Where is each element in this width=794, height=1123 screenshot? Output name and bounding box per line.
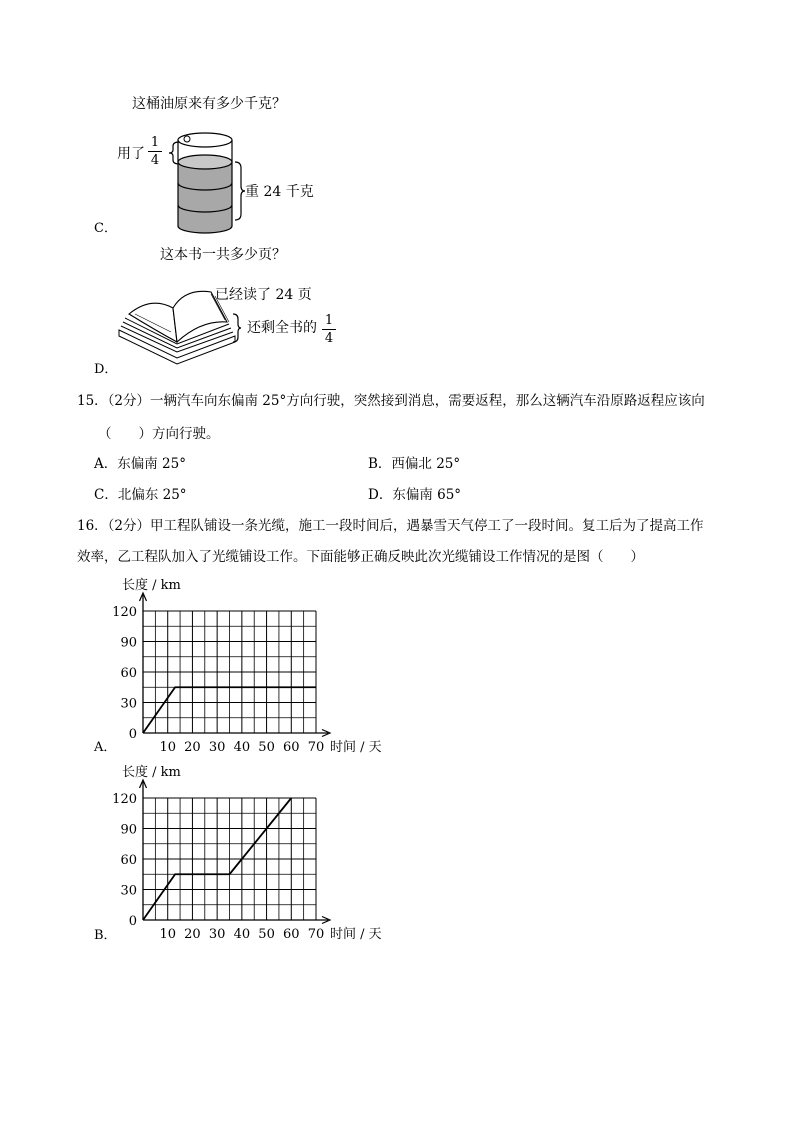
book-question: 这本书一共多少页？ xyxy=(160,247,286,263)
x-tick-label: 60 xyxy=(283,740,300,753)
y-axis-label: 长度 / km xyxy=(122,765,181,780)
q16-stem-line1: 16．（2分）甲工程队铺设一条光缆，施工一段时间后，遇暴雪天气停工了一段时间。复工后为了提高工作 xyxy=(77,518,704,534)
x-tick-label: 30 xyxy=(208,740,226,753)
y-tick-label: 120 xyxy=(112,792,137,807)
x-tick-label: 20 xyxy=(184,927,201,940)
q16-stem-line2: 效率，乙工程队加入了光缆铺设工作。下面能够正确反映此次光缆铺设工作情况的是图（ ） xyxy=(77,549,644,565)
line-chart-a xyxy=(110,573,410,753)
fraction-denominator: 4 xyxy=(324,331,334,346)
x-tick-label: 70 xyxy=(307,927,325,940)
y-tick-label: 60 xyxy=(120,666,137,681)
book-remain-label: 还剩全书的 xyxy=(247,320,317,336)
q15-option-b[interactable]: B．西偏北 25° xyxy=(368,456,461,472)
x-axis-label: 时间 / 天 xyxy=(330,740,382,753)
book-remain-fraction xyxy=(322,314,336,345)
x-tick-label: 60 xyxy=(283,927,300,940)
option-c-letter: C． xyxy=(94,221,117,236)
q15-stem-line2: （ ）方向行驶。 xyxy=(98,426,220,442)
option-d-letter: D． xyxy=(94,362,118,377)
x-tick-label: 20 xyxy=(184,740,201,753)
x-axis-label: 时间 / 天 xyxy=(330,927,382,940)
x-tick-label: 50 xyxy=(258,927,275,940)
x-tick-label: 40 xyxy=(233,927,251,940)
fraction-numerator: 1 xyxy=(324,313,334,328)
y-tick-label: 0 xyxy=(128,727,137,742)
book-read-label: 已经读了 24 页 xyxy=(215,287,312,303)
fraction-denominator: 4 xyxy=(150,153,160,168)
q15-option-a[interactable]: A．东偏南 25° xyxy=(94,456,186,472)
x-tick-label: 10 xyxy=(159,927,176,940)
q16-option-a-letter[interactable]: A． xyxy=(94,740,117,755)
line-chart-b xyxy=(110,760,410,940)
y-tick-label: 30 xyxy=(120,883,137,899)
y-tick-label: 0 xyxy=(128,914,137,929)
barrel-used-label: 用了 xyxy=(117,146,145,162)
q16-option-b-letter[interactable]: B． xyxy=(94,928,117,943)
book-brace xyxy=(232,313,242,343)
y-tick-label: 60 xyxy=(120,853,137,868)
y-tick-label: 90 xyxy=(120,635,137,651)
x-tick-label: 50 xyxy=(258,740,275,753)
y-axis-label: 长度 / km xyxy=(122,578,181,593)
x-tick-label: 10 xyxy=(159,740,176,753)
barrel-used-fraction xyxy=(148,136,162,167)
q15-stem-line1: 15．（2分）一辆汽车向东偏南 25°方向行驶，突然接到消息，需要返程，那么这辆汽车沿原路返程应该向 xyxy=(77,393,705,409)
x-tick-label: 40 xyxy=(233,740,251,753)
x-tick-label: 30 xyxy=(208,927,226,940)
y-tick-label: 90 xyxy=(120,822,137,838)
y-tick-label: 30 xyxy=(120,696,137,712)
q15-option-d[interactable]: D．东偏南 65° xyxy=(368,487,462,503)
barrel-weight-label: 重 24 千克 xyxy=(245,184,314,200)
oil-barrel-illustration xyxy=(165,128,245,236)
x-tick-label: 70 xyxy=(307,740,325,753)
barrel-question: 这桶油原来有多少千克？ xyxy=(132,96,286,112)
y-tick-label: 120 xyxy=(112,605,137,620)
fraction-numerator: 1 xyxy=(150,135,160,150)
q15-option-c[interactable]: C．北偏东 25° xyxy=(94,487,187,503)
